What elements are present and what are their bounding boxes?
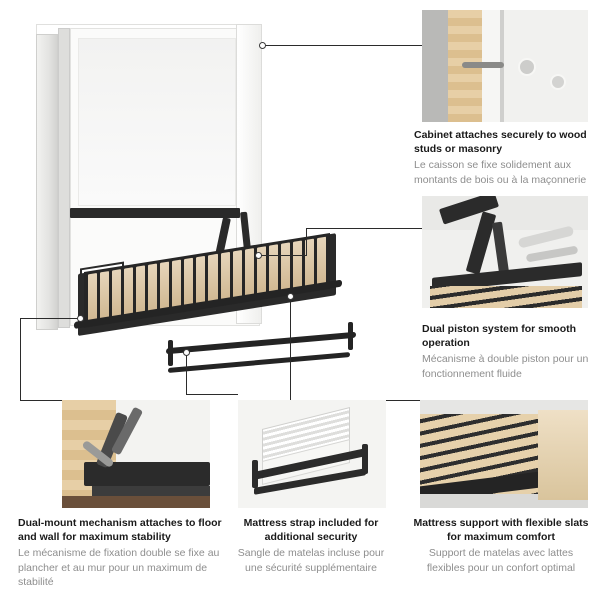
- leader-dot-slats: [287, 293, 294, 300]
- callout-title-cabinet-attach: Cabinet attaches securely to wood studs or masonry: [414, 129, 587, 156]
- photo-flexible-slats: [420, 400, 588, 508]
- callout-subtitle-dual-mount: Le mécanisme de fixation double se fixe au plancher et au mur pour un maximum de stabilité: [18, 547, 220, 588]
- photo-cabinet-wall-anchor: [422, 10, 588, 122]
- callout-subtitle-mattress-strap: Sangle de matelas incluse pour une sécurité supplémentaire: [237, 547, 385, 574]
- callout-title-dual-mount: Dual-mount mechanism attaches to floor and wall for maximum stability: [18, 517, 222, 544]
- leader-line-strap-b: [186, 394, 238, 395]
- bed-headboard-rail: [70, 208, 240, 218]
- leader-dot-piston: [255, 252, 262, 259]
- leader-dot-mount: [77, 315, 84, 322]
- callout-title-flexible-slats: Mattress support with flexible slats for maximum comfort: [413, 517, 589, 544]
- callout-title-mattress-strap: Mattress strap included for additional security: [243, 517, 379, 544]
- leader-dot-strap: [183, 349, 190, 356]
- leg-crossbar-lower: [168, 352, 350, 373]
- murphy-bed-illustration: [18, 22, 378, 372]
- callout-dual-mount: [18, 516, 222, 589]
- cabinet-interior: [78, 38, 236, 206]
- callout-flexible-slats: [410, 516, 592, 575]
- leader-line-mount-a: [20, 318, 80, 319]
- leader-line-mount-c: [20, 400, 62, 401]
- callout-cabinet-attach: [414, 128, 596, 187]
- callout-title-dual-piston: Dual piston system for smooth operation: [422, 323, 577, 350]
- photo-dual-piston: [422, 196, 588, 308]
- leader-line-slats-a: [290, 296, 291, 400]
- callout-mattress-strap: [232, 516, 390, 575]
- leader-line-piston-a: [258, 255, 306, 256]
- cabinet-left-side: [58, 28, 70, 328]
- cabinet-left-door: [36, 34, 58, 330]
- leader-dot-cabinet-attach: [259, 42, 266, 49]
- callout-subtitle-cabinet-attach: Le caisson se fixe solidement aux montants de bois ou à la maçonnerie: [414, 159, 587, 186]
- leg-crossbar-upper: [166, 332, 356, 355]
- leader-line-strap-a: [186, 352, 187, 394]
- callout-subtitle-flexible-slats: Support de matelas avec lattes flexibles pour un confort optimal: [426, 547, 576, 574]
- photo-dual-mount-bracket: [62, 400, 210, 508]
- leader-line-cabinet-attach: [262, 45, 422, 46]
- leader-line-piston-c: [306, 228, 422, 229]
- callout-subtitle-dual-piston: Mécanisme à double piston pour un fonctionnement fluide: [422, 353, 589, 380]
- callout-dual-piston: [422, 322, 596, 381]
- leader-line-mount-b: [20, 318, 21, 400]
- photo-mattress-strap: [238, 400, 386, 508]
- leader-line-piston-b: [306, 228, 307, 256]
